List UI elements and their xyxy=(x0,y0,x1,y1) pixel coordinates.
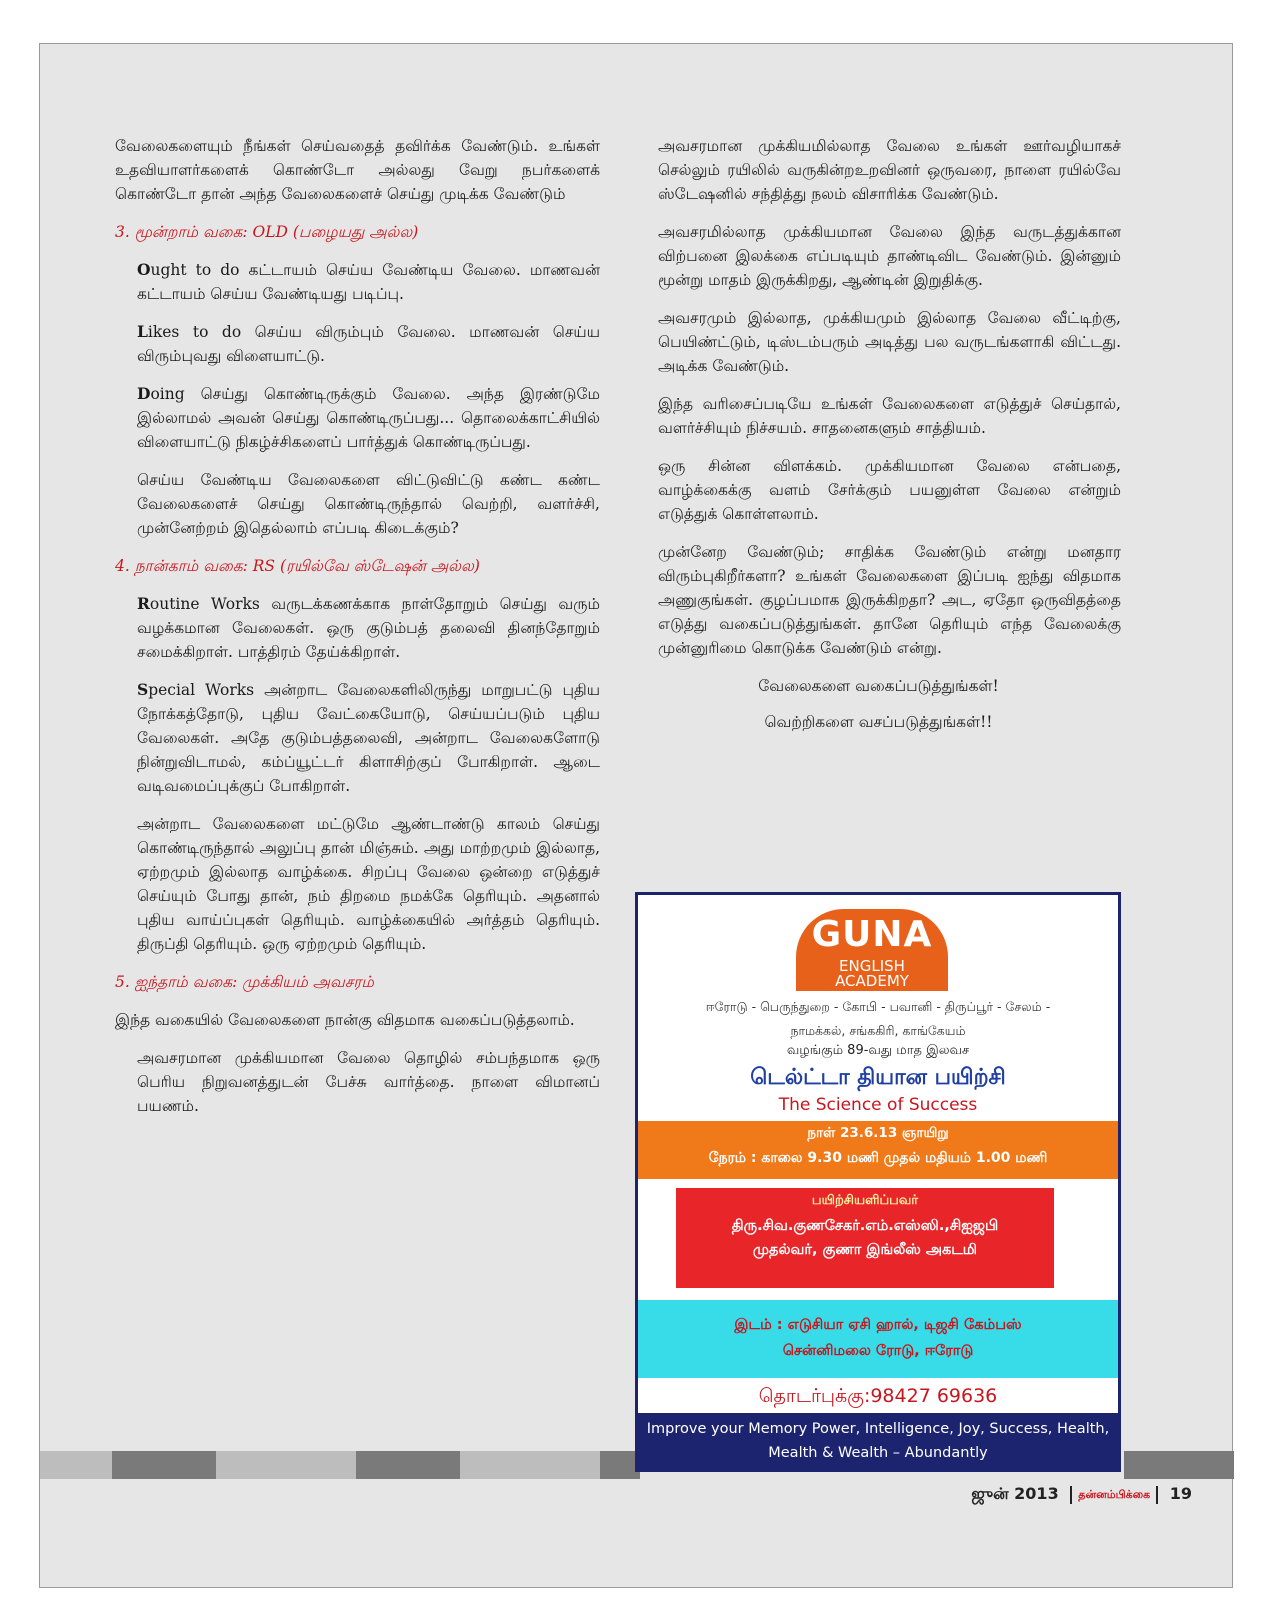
paragraph: அவசரமான முக்கியமில்லாத வேலை உங்கள் ஊர்வழியாகச் செல்லும் ரயிலில் வருகின்றஉறவினர் ஒருவரை, நாளை ரயில்வே ஸ்டேஷனில் சந்தித்து நலம் விசாரிக்க வேண்டும். xyxy=(658,137,1121,203)
section-heading-3: 3. மூன்றாம் வகை: OLD (பழையது அல்ல) xyxy=(115,223,419,241)
ad-time: நேரம் : காலை 9.30 மணி முதல் மதியம் 1.00 மணி xyxy=(708,1150,1048,1166)
paragraph-text: ught to do கட்டாயம் செய்ய வேண்டிய வேலை. மாணவன் கட்டாயம் செய்ய வேண்டியது படிப்பு. xyxy=(137,261,600,303)
ad-date: நாள் 23.6.13 ஞாயிறு xyxy=(807,1125,949,1141)
page-footer xyxy=(971,1484,1192,1505)
paragraph: செய்ய வேண்டிய வேலைகளை விட்டுவிட்டு கண்ட கண்ட வேலைகளைச் செய்து கொண்டிருந்தால் வெற்றி, வளர்ச்சி, முன்னேற்றம் இதெல்லாம் எப்படி கிடைக்கும்? xyxy=(137,471,600,537)
initial-letter: O xyxy=(137,260,151,279)
ad-tagline-line1: Improve your Memory Power, Intelligence, Joy, Success, Health, xyxy=(646,1421,1110,1437)
closing-line-1: வேலைகளை வகைப்படுத்துங்கள்! xyxy=(758,677,999,695)
paragraph-special xyxy=(115,678,600,798)
magazine-name: தன்னம்பிக்கை xyxy=(1070,1486,1158,1504)
ad-cities xyxy=(644,995,1112,1043)
ad-venue-band xyxy=(638,1300,1118,1378)
paragraph-text: oing செய்து கொண்டிருக்கும் வேலை. அந்த இரண்டுமே இல்லாமல் அவன் செய்து கொண்டிருப்பது... தொலைக்காட்சியில் விளையாட்டு நிகழ்ச்சிகளைப் பார்த்துக் கொண்டிருப்பது. xyxy=(137,385,600,451)
paragraph-likes xyxy=(115,320,600,368)
ad-logo: GUNA xyxy=(796,909,948,957)
ad-cities-line2: நாமக்கல், சங்ககிரி, காங்கேயம் xyxy=(790,1023,966,1038)
paragraph: இந்த வரிசைப்படியே உங்கள் வேலைகளை எடுத்துச் செய்தால், வளர்ச்சியும் நிச்சயம். சாதனைகளும் சாத்தியம். xyxy=(658,395,1121,437)
paragraph-ought xyxy=(115,258,600,306)
paragraph: இந்த வகையில் வேலைகளை நான்கு விதமாக வகைப்படுத்தலாம். xyxy=(115,1011,575,1029)
issue-month: ஜுன் 2013 xyxy=(971,1484,1059,1503)
ad-tagline-band xyxy=(638,1413,1118,1469)
ad-venue-line2: சென்னிமலை ரோடு, ஈரோடு xyxy=(782,1343,974,1359)
right-column xyxy=(636,134,1121,746)
page-number: 19 xyxy=(1169,1484,1192,1503)
ad-trainer-box xyxy=(676,1188,1054,1288)
paragraph-routine xyxy=(115,592,600,664)
paragraph: வேலைகளையும் நீங்கள் செய்வதைத் தவிர்க்க வேண்டும். உங்கள் உதவியாளர்களைக் கொண்டோ அல்லது வேறு நபர்களைக் கொண்டோ தான் அந்த வேலைகளைச் செய்து முடிக்க வேண்டும் xyxy=(115,137,600,203)
paragraph-text: pecial Works அன்றாட வேலைகளிலிருந்து மாறுபட்டு புதிய நோக்கத்தோடு, புதிய வேட்கையோடு, செய்யப்படும் புதிய வேலைகள். அதே குடும்பத்தலைவி, அன்றாட வேலைகளோடு நின்றுவிடாமல், கம்ப்யூட்டர் கிளாசிற்குப் போகிறாள். ஆடை வடிவமைப்புக்குப் போகிறாள். xyxy=(137,681,600,795)
ad-title: டெல்ட்டா தியான பயிற்சி xyxy=(750,1065,1006,1090)
ad-trainer-heading: பயிற்சியளிப்பவர் xyxy=(811,1193,919,1208)
initial-letter: R xyxy=(137,594,150,613)
ad-logo-sub1: ENGLISH xyxy=(839,957,905,975)
advertisement xyxy=(635,892,1121,1472)
paragraph: அன்றாட வேலைகளை மட்டுமே ஆண்டாண்டு காலம் செய்து கொண்டிருந்தால் அலுப்பு தான் மிஞ்சும். அது மாற்றமும் இல்லாத, ஏற்றமும் இல்லாத வாழ்க்கை. சிறப்பு வேலை ஒன்றை எடுத்துச் செய்யும் போது தான், நம் திறமை நமக்கே தெரியும். அதனால் புதிய வாய்ப்புகள் தெரியும். வாழ்க்கையில் அர்த்தம் தெரியும். திருப்தி தெரியும். ஒரு ஏற்றமும் தெரியும். xyxy=(137,815,600,953)
initial-letter: S xyxy=(137,680,149,699)
ad-venue-line1: இடம் : எடுசியா ஏசி ஹால், டிஜசி கேம்பஸ் xyxy=(734,1317,1022,1333)
ad-logo-subtitle xyxy=(796,957,948,991)
paragraph: முன்னேற வேண்டும்; சாதிக்க வேண்டும் என்று மனதார விரும்புகிறீர்களா? உங்கள் வேலைகளை இப்படி ஐந்து விதமாக அணுகுங்கள். குழப்பமாக இருக்கிறதா? அட, ஏதோ ஒருவிதத்தை எடுத்து வகைப்படுத்துங்கள். தானே தெரியும் எந்த வேலைக்கு முன்னுரிமை கொடுக்க வேண்டும் என்று. xyxy=(658,543,1121,657)
section-heading-4: 4. நான்காம் வகை: RS (ரயில்வே ஸ்டேஷன் அல்ல) xyxy=(115,557,480,575)
left-column xyxy=(115,134,600,1132)
paragraph: ஒரு சின்ன விளக்கம். முக்கியமான வேலை என்பதை, வாழ்க்கைக்கு வளம் சேர்க்கும் பயனுள்ள வேலை என்றும் எடுத்துக் கொள்ளலாம். xyxy=(658,457,1121,523)
paragraph-text: ikes to do செய்ய விரும்பும் வேலை. மாணவன் செய்ய விரும்புவது விளையாட்டு. xyxy=(137,323,600,365)
ad-contact: தொடர்புக்கு:98427 69636 xyxy=(758,1385,998,1407)
closing-line-2: வெற்றிகளை வசப்படுத்துங்கள்!! xyxy=(764,713,993,731)
ad-tagline-line2: Mealth & Wealth – Abundantly xyxy=(768,1445,988,1461)
ad-logo-sub2: ACADEMY xyxy=(835,972,909,990)
ad-monthly: வழங்கும் 89-வது மாத இலவச xyxy=(786,1043,970,1058)
initial-letter: D xyxy=(137,384,151,403)
paragraph-text: outine Works வருடக்கணக்காக நாள்தோறும் செய்து வரும் வழக்கமான வேலைகள். ஒரு குடும்பத் தலைவி தினந்தோறும் சமைக்கிறாள். பாத்திரம் தேய்க்கிறாள். xyxy=(137,595,600,661)
ad-trainer-role: முதல்வர், குணா இங்லீஸ் அகடமி xyxy=(752,1242,978,1258)
paragraph: அவசரமில்லாத முக்கியமான வேலை இந்த வருடத்துக்கான விற்பனை இலக்கை எப்படியும் தாண்டிவிட வேண்டும். இன்னும் மூன்று மாதம் இருக்கிறது, ஆண்டின் இறுதிக்கு. xyxy=(658,223,1121,289)
ad-schedule-band xyxy=(638,1121,1118,1179)
ad-trainer-name: திரு.சிவ.குணசேகர்.எம்.எஸ்ஸி.,சிஐஜபி xyxy=(731,1218,999,1234)
magazine-page xyxy=(39,43,1233,1588)
section-heading-5: 5. ஐந்தாம் வகை: முக்கியம் அவசரம் xyxy=(115,973,374,991)
initial-letter: L xyxy=(137,322,148,341)
ad-subtitle: The Science of Success xyxy=(778,1095,978,1115)
ad-cities-line1: ஈரோடு - பெருந்துறை - கோபி - பவானி - திருப்பூர் - சேலம் - xyxy=(705,999,1051,1014)
paragraph: அவசரமான முக்கியமான வேலை தொழில் சம்பந்தமாக ஒரு பெரிய நிறுவனத்துடன் பேச்சு வார்த்தை. நாளை விமானப் பயணம். xyxy=(137,1049,600,1115)
paragraph-doing xyxy=(115,382,600,454)
paragraph: அவசரமும் இல்லாத, முக்கியமும் இல்லாத வேலை வீட்டிற்கு, பெயிண்ட்டும், டிஸ்டம்பரும் அடித்து பல வருடங்களாகி விட்டது. அடிக்க வேண்டும். xyxy=(658,309,1121,375)
